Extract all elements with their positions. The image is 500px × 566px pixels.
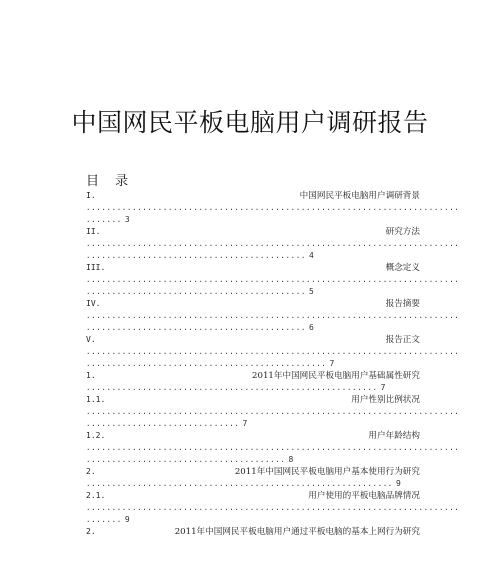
- toc-entry-number: 2.: [86, 467, 96, 476]
- toc-leader-dots: .........................................................................: [86, 503, 460, 512]
- toc-page-number: 7: [380, 383, 386, 392]
- toc-leader-dots: [86, 214, 420, 226]
- toc-entry[interactable]: [86, 526, 420, 538]
- toc-entry-title: 2011年中国网民平板电脑用户基础属性研究: [252, 371, 420, 381]
- document-title: 中国网民平板电脑用户调研报告: [71, 108, 429, 137]
- toc-leader-trail: .......................................: [86, 455, 286, 464]
- toc-leader-trail: ...........................................: [86, 287, 306, 296]
- toc-page-number: 5: [308, 287, 315, 296]
- toc-entry[interactable]: [86, 226, 460, 262]
- toc-leader-dots: .........................................................................: [86, 203, 460, 212]
- toc-entry-title: 中国网民平板电脑用户调研背景: [299, 191, 420, 201]
- toc-entry-number: I.: [86, 191, 96, 200]
- toc-entry-title: 2011年中国网民平板电脑用户基本使用行为研究: [234, 467, 420, 477]
- toc-entry-title: 报告摘要: [385, 299, 420, 309]
- toc-leader-dots: .........................................................................: [86, 311, 460, 320]
- toc-leader-dots: .........................................................................: [86, 239, 460, 248]
- toc-entry-title: 用户性别比例状况: [351, 395, 420, 405]
- toc-entry-title: 用户使用的平板电脑品牌情况: [308, 491, 420, 501]
- toc-entry-number: 1.2.: [86, 431, 106, 440]
- toc-leader-trail: ............................................................: [86, 479, 393, 488]
- toc-entry[interactable]: [86, 298, 460, 334]
- toc-entry-number: 2.: [86, 527, 96, 536]
- toc-leader-dots: [86, 322, 420, 334]
- toc-entry-title: 用户年龄结构: [368, 431, 420, 441]
- toc-page-number: 3: [124, 215, 131, 224]
- toc-entry-title: 2011年中国网民平板电脑用户通过平板电脑的基本上网行为研究: [174, 527, 420, 537]
- toc-page-number: 9: [395, 479, 402, 488]
- toc-leader-trail: ...........................................: [86, 323, 306, 332]
- toc-entry[interactable]: [86, 262, 460, 298]
- toc-entry[interactable]: [86, 190, 460, 226]
- toc-leader-dots: [86, 250, 420, 262]
- toc-leader-dots: .........................................................................: [86, 347, 460, 356]
- toc-page-number: 6: [308, 323, 315, 332]
- toc-leader-dots: .........................................................................: [86, 275, 460, 284]
- toc-entry-number: 1.: [86, 371, 96, 380]
- toc-entry-number: II.: [86, 227, 101, 236]
- toc-entry-number: III.: [86, 263, 106, 272]
- toc-entry[interactable]: [86, 334, 460, 370]
- toc-leader-dots: [86, 514, 420, 526]
- toc-entry[interactable]: [86, 430, 460, 466]
- toc-leader-dots: [86, 358, 420, 370]
- toc-leader-dots: [86, 286, 420, 298]
- toc-leader-trail: .......: [86, 215, 122, 224]
- toc-entry[interactable]: [86, 394, 460, 430]
- toc-leader-dots: [86, 454, 420, 466]
- table-of-contents: [86, 190, 460, 538]
- toc-entry[interactable]: [86, 466, 420, 490]
- toc-page-number: 7: [329, 359, 335, 368]
- toc-entry-number: IV.: [86, 299, 101, 308]
- toc-entry-title: 报告正文: [385, 335, 420, 345]
- toc-entry[interactable]: [86, 370, 420, 394]
- toc-leader-dots: [86, 418, 420, 430]
- toc-leader-dots: [86, 478, 420, 490]
- toc-entry-title: 概念定义: [385, 263, 420, 273]
- toc-leader-trail: ...........................................: [86, 251, 306, 260]
- toc-heading: 目 录: [86, 174, 135, 189]
- toc-leader-dots: [86, 382, 420, 394]
- toc-leader-dots: .........................................................................: [86, 407, 460, 416]
- toc-entry-title: 研究方法: [385, 227, 420, 237]
- toc-page-number: 7: [242, 419, 248, 428]
- toc-entry-number: V.: [86, 335, 96, 344]
- toc-leader-trail: .........................................................: [86, 383, 378, 392]
- toc-page-number: 8: [288, 455, 294, 464]
- toc-leader-dots: .........................................................................: [86, 443, 460, 452]
- toc-entry-number: 1.1.: [86, 395, 106, 404]
- toc-page-number: 9: [124, 515, 131, 524]
- toc-leader-trail: ...............................................: [86, 359, 327, 368]
- toc-entry-number: 2.1.: [86, 491, 106, 500]
- toc-entry[interactable]: [86, 490, 460, 526]
- toc-leader-trail: ..............................: [86, 419, 240, 428]
- toc-leader-trail: .......: [86, 515, 122, 524]
- toc-page-number: 4: [308, 251, 315, 260]
